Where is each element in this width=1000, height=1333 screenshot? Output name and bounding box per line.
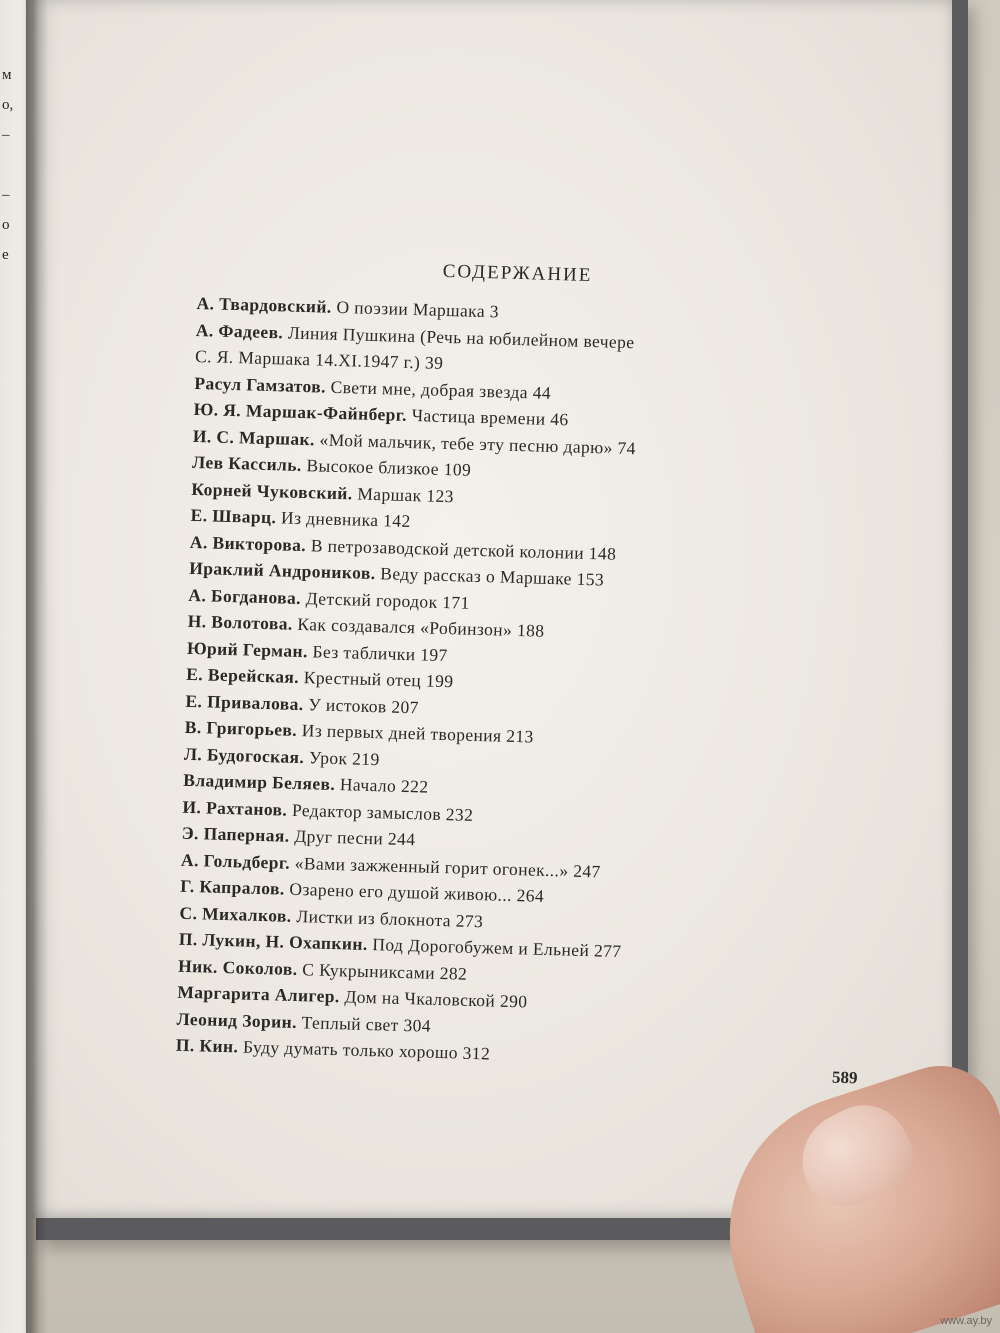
toc-entry-author: А. Викторова. xyxy=(189,531,307,555)
toc-entry-author: Г. Капралов. xyxy=(180,875,285,899)
toc-entry-title: Начало 222 xyxy=(339,774,429,797)
toc-entry-title: Листки из блокнота 273 xyxy=(296,905,484,931)
toc-entry-author: Ник. Соколов. xyxy=(177,955,298,979)
toc-entry-title: Из дневника 142 xyxy=(280,507,411,532)
toc-entry-title: Дом на Чкаловской 290 xyxy=(344,986,528,1012)
toc-entry-author: Расул Гамзатов. xyxy=(194,372,327,397)
toc-entry-title: Веду рассказ о Маршаке 153 xyxy=(380,563,605,590)
toc-entry-title: Друг песни 244 xyxy=(294,825,416,850)
left-page-mark: м xyxy=(2,67,12,83)
toc-entry-title: О поэзии Маршака 3 xyxy=(336,296,500,322)
toc-entry-title: С Кукрыниксами 282 xyxy=(302,958,468,984)
left-page-mark: о, xyxy=(2,97,14,113)
toc-entry-title: Свети мне, добрая звезда 44 xyxy=(330,376,552,403)
toc-entry-author: Владимир Беляев. xyxy=(183,769,336,795)
toc-entry-title: Частица времени 46 xyxy=(411,405,569,430)
toc-entry-title: Маршак 123 xyxy=(357,483,455,506)
toc-entry-author: Н. Волотова. xyxy=(187,610,293,634)
toc-entry-title: Из первых дней творения 213 xyxy=(301,720,535,747)
toc-entry-author: Юрий Герман. xyxy=(186,637,309,661)
left-page-mark: – xyxy=(2,127,10,143)
page-number: 589 xyxy=(831,1067,858,1088)
toc-entry-title: «Вами зажженный горит огонек...» 247 xyxy=(294,852,602,881)
toc-entry-author: Ираклий Андроников. xyxy=(188,557,376,584)
toc-entry-author: В. Григорьев. xyxy=(184,716,298,740)
toc-entry-author: Е. Шварц. xyxy=(190,504,277,528)
toc-entry-title: Под Дорогобужем и Ельней 277 xyxy=(372,934,622,962)
toc-entry-author: Маргарита Алигер. xyxy=(177,981,341,1007)
toc-entry-author: Лев Кассиль. xyxy=(191,451,303,475)
toc-entry-author: А. Фадеев. xyxy=(195,319,284,342)
toc-entry-title: У истоков 207 xyxy=(308,693,420,717)
toc-entry-title: Как создавался «Робинзон» 188 xyxy=(297,613,545,641)
toc-entry-author: А. Твардовский. xyxy=(196,292,332,317)
toc-entry-title: Урок 219 xyxy=(308,746,380,769)
toc-entry-author: Е. Привалова. xyxy=(185,690,304,714)
left-page-mark: е xyxy=(2,247,9,263)
gutter-shadow xyxy=(26,0,48,1333)
toc-entry-title: Детский городок 171 xyxy=(305,587,471,613)
toc-entry-author: Е. Верейская. xyxy=(185,663,300,687)
toc-entry-author: И. С. Маршак. xyxy=(192,425,316,449)
book-page xyxy=(32,0,952,1218)
toc-entry-author: С. Михалков. xyxy=(179,902,292,926)
toc-entry-title: Озарено его душой живою... 264 xyxy=(289,878,545,906)
toc-entry-author: Леонид Зорин. xyxy=(176,1008,298,1032)
toc-entry-title: Высокое близкое 109 xyxy=(306,455,472,480)
toc-entry-title: Теплый свет 304 xyxy=(301,1011,432,1036)
toc-entry-author: Л. Будогоская. xyxy=(183,743,305,767)
left-page-mark: – xyxy=(2,187,10,203)
toc-entry-title: Линия Пушкина (Речь на юбилейном вечере xyxy=(287,322,635,352)
toc-list xyxy=(176,290,877,1077)
toc-entry-title: Буду думать только хорошо 312 xyxy=(242,1036,491,1064)
toc-entry-title: С. Я. Маршака 14.XI.1947 г.) 39 xyxy=(194,345,444,373)
toc-entry-author: П. Кин. xyxy=(175,1034,239,1057)
toc-entry-title: Крестный отец 199 xyxy=(303,667,454,692)
toc-entry-author: А. Гольдберг. xyxy=(180,849,291,873)
toc-entry-title: В петрозаводской детской колонии 148 xyxy=(310,534,617,564)
watermark: www.ay.by xyxy=(940,1315,992,1327)
toc-entry-author: П. Лукин, Н. Охапкин. xyxy=(178,928,368,955)
toc-entry-title: Редактор замыслов 232 xyxy=(291,799,474,825)
toc-entry-author: Э. Паперная. xyxy=(181,822,290,846)
toc-entry-author: А. Богданова. xyxy=(188,584,302,608)
toc-entry-title: «Мой мальчик, тебе эту песню дарю» 74 xyxy=(319,428,637,458)
table-of-contents xyxy=(176,254,878,1077)
toc-heading: СОДЕРЖАНИЕ xyxy=(442,260,593,287)
toc-entry-title: Без таблички 197 xyxy=(312,640,449,665)
toc-entry-author: И. Рахтанов. xyxy=(182,796,288,820)
toc-entry-author: Корней Чуковский. xyxy=(191,478,353,503)
left-page-text-fragments xyxy=(2,60,26,270)
toc-entry-author: Ю. Я. Маршак-Файнберг. xyxy=(193,398,408,425)
left-page-mark: о xyxy=(2,217,10,233)
